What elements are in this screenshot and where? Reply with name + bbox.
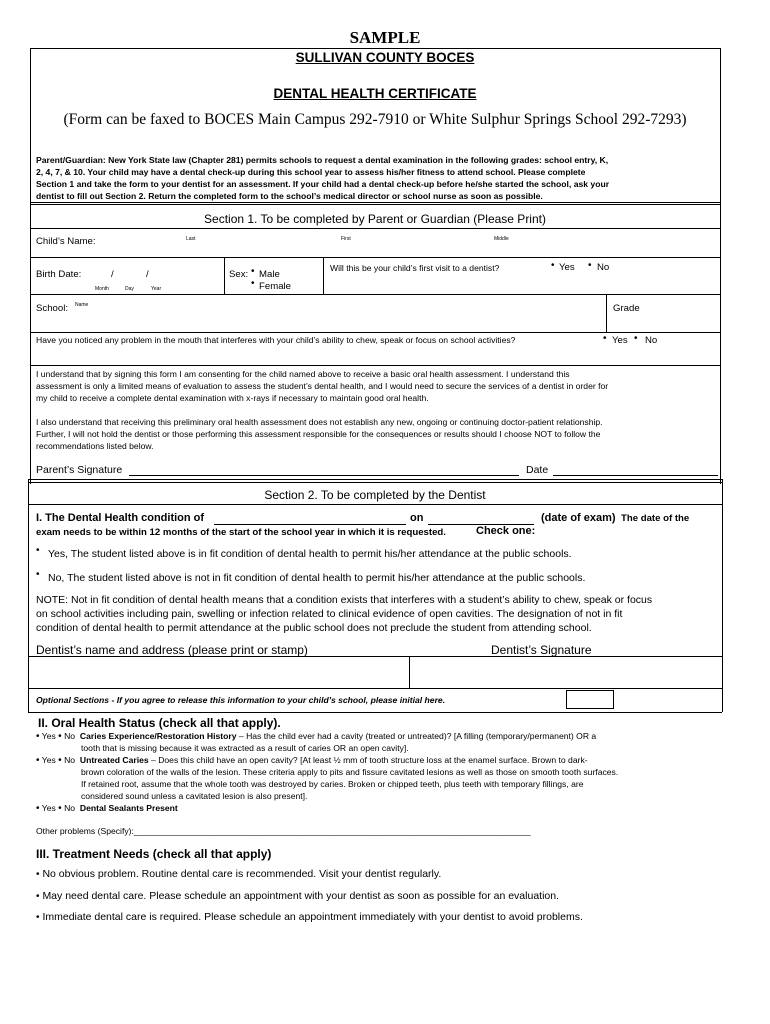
optional-release-text: Optional Sections - If you agree to release this information to your child’s school, please initial here. bbox=[36, 695, 446, 705]
bullet-dot-icon[interactable]: • bbox=[36, 869, 40, 880]
bullet-dot-icon[interactable]: • bbox=[36, 912, 40, 923]
understand-line-2: Further, I will not hold the dentist or those performing this assessment responsible for the consequences or results should I choose NOT to follow the bbox=[36, 429, 601, 439]
fit-no-radio[interactable] bbox=[36, 569, 40, 580]
problem-yes-label: Yes bbox=[612, 335, 628, 346]
intro-line-4: dentist to fill out Section 2. Return the completed form to the school’s medical director or school nurse as soon as possible. bbox=[36, 191, 543, 201]
untreated-caries-cont-3: considered sound unless a cavitated lesion is also present]. bbox=[81, 791, 308, 801]
first-visit-question: Will this be your child’s first visit to a dentist? bbox=[330, 263, 500, 273]
treatment-item-3-text: Immediate dental care is required. Please schedule an appointment immediately with your dentist to avoid problems. bbox=[42, 911, 583, 923]
caries-history-title: Caries Experience/Restoration History bbox=[79, 731, 237, 741]
month-hint: Month bbox=[95, 286, 109, 292]
bullet-dot-icon[interactable]: • bbox=[58, 755, 62, 766]
condition-label: I. The Dental Health condition of bbox=[36, 512, 205, 524]
sex-label: Sex: bbox=[229, 269, 249, 280]
date-line[interactable] bbox=[553, 475, 718, 476]
middle-name-hint: Middle bbox=[494, 236, 509, 242]
intro-line-3: Section 1 and take the form to your dentist for an assessment. If your child had a dental check-up before he/she started the school, ask your bbox=[36, 179, 610, 189]
untreated-caries-cont-2: If retained root, assume that the whole tooth was destroyed by caries. Broken or chipped teeth, plus teeth with temporary fillings, are bbox=[81, 779, 584, 789]
understand-line-3: recommendations listed below. bbox=[36, 441, 154, 451]
bullet-dot-icon: • bbox=[251, 278, 255, 289]
untreated-caries-row bbox=[36, 755, 588, 766]
caries-history-text: – Has the child ever had a cavity (treated or untreated)? [A filling (temporary/permanent) OR a bbox=[236, 731, 597, 741]
condition-line-2: exam needs to be within 12 months of the start of the school year in which it is requested. bbox=[36, 527, 446, 538]
date-of-exam-label: (date of exam) bbox=[541, 512, 616, 524]
yes-label: Yes bbox=[41, 731, 56, 741]
date-label: Date bbox=[526, 464, 549, 476]
bullet-dot-icon: • bbox=[634, 333, 638, 344]
condition-note: The date of the bbox=[621, 513, 690, 524]
dentist-name-label: Dentist’s name and address (please print or stamp) bbox=[36, 643, 308, 657]
date-separator-2: / bbox=[146, 269, 149, 280]
school-name-hint: Name bbox=[75, 302, 89, 308]
sealants-title: Dental Sealants Present bbox=[79, 803, 178, 813]
understand-line-1: I also understand that receiving this preliminary oral health assessment does not establish any new, ongoing or continuing doctor-patient relationship. bbox=[36, 417, 603, 427]
treatment-item-3 bbox=[36, 911, 583, 923]
treatment-item-2 bbox=[36, 890, 559, 902]
bullet-dot-icon[interactable]: • bbox=[36, 891, 40, 902]
form-title: DENTAL HEALTH CERTIFICATE bbox=[273, 86, 477, 101]
section2-heading: Section 2. To be completed by the Dentist bbox=[264, 488, 486, 502]
untreated-caries-title: Untreated Caries bbox=[79, 755, 149, 765]
no-label: No bbox=[64, 803, 76, 813]
last-name-hint: Last bbox=[186, 236, 196, 242]
problem-no-radio[interactable] bbox=[634, 333, 638, 344]
treatment-item-1 bbox=[36, 868, 441, 880]
note-line-2: on school activities including pain, swelling or infection related to clinical evidence of open cavities. The designation of not in fit bbox=[36, 608, 623, 620]
intro-line-2: 2, 4, 7, & 10. Your child may have a dental check-up during this school year to assess his/her fitness to attend school. Please complete bbox=[36, 167, 586, 177]
intro-line-1: Parent/Guardian: New York State law (Chapter 281) permits schools to request a dental examination in the following grades: school entry, K, bbox=[36, 155, 609, 165]
bullet-dot-icon: • bbox=[603, 333, 607, 344]
consent-line-1: I understand that by signing this form I am consenting for the child named above to receive a basic oral health assessment. I understand this bbox=[36, 369, 570, 379]
untreated-caries-cont-1: brown coloration of the walls of the lesion. These criteria apply to pits and fissure cavitated lesions as well as those on smooth tooth surfaces. bbox=[81, 767, 619, 777]
section1-heading: Section 1. To be completed by Parent or Guardian (Please Print) bbox=[204, 212, 546, 226]
year-hint: Year bbox=[151, 286, 162, 292]
date-separator-1: / bbox=[111, 269, 114, 280]
treatment-item-2-text: May need dental care. Please schedule an appointment with your dentist as soon as possible for an evaluation. bbox=[42, 890, 560, 902]
first-visit-yes-label: Yes bbox=[559, 262, 575, 273]
no-label: No bbox=[64, 755, 76, 765]
consent-line-2: assessment is only a limited means of evaluation to assess the student’s dental health, and I would need to secure the services of a dentist in order for bbox=[36, 381, 609, 391]
note-line-3: condition of dental health to permit attendance at the public school does not preclude the student from attending school. bbox=[36, 622, 592, 634]
fit-yes-radio[interactable] bbox=[36, 545, 40, 556]
problem-yes-radio[interactable] bbox=[603, 333, 607, 344]
bullet-dot-icon: • bbox=[36, 545, 40, 556]
female-radio[interactable] bbox=[251, 278, 255, 289]
org-name: SULLIVAN COUNTY BOCES bbox=[295, 50, 475, 65]
first-name-hint: First bbox=[341, 236, 351, 242]
bullet-dot-icon[interactable]: • bbox=[58, 731, 62, 742]
problem-no-label: No bbox=[645, 335, 658, 346]
other-problems-field[interactable]: Other problems (Specify):___________________________________________________________________________________ bbox=[36, 826, 531, 836]
fit-no-text: No, The student listed above is not in fit condition of dental health to permit his/her attendance at the public schools. bbox=[48, 572, 586, 584]
parent-signature-label: Parent’s Signature bbox=[36, 464, 123, 476]
first-visit-yes-radio[interactable] bbox=[551, 260, 555, 271]
bullet-dot-icon[interactable]: • bbox=[58, 803, 62, 814]
birth-date-label: Birth Date: bbox=[36, 269, 82, 280]
fit-yes-text: Yes, The student listed above is in fit condition of dental health to permit his/her attendance at the public schools. bbox=[48, 548, 572, 560]
mouth-problem-question: Have you noticed any problem in the mouth that interferes with your child’s ability to chew, speak or focus on school activities? bbox=[36, 335, 516, 345]
consent-line-3: my child to receive a complete dental examination with x-rays if necessary to maintain good oral health. bbox=[36, 393, 429, 403]
caries-history-row bbox=[36, 731, 596, 742]
oral-health-heading: II. Oral Health Status (check all that apply). bbox=[38, 716, 281, 730]
treatment-heading: III. Treatment Needs (check all that apply) bbox=[36, 847, 272, 861]
bullet-dot-icon[interactable]: • bbox=[36, 755, 40, 766]
caries-history-cont: tooth that is missing because it was extracted as a result of caries OR an open cavity]. bbox=[81, 743, 409, 753]
fax-instructions: (Form can be faxed to BOCES Main Campus 292-7910 or White Sulphur Springs School 292-7293) bbox=[63, 111, 687, 128]
dentist-signature-label: Dentist’s Signature bbox=[491, 643, 592, 657]
student-name-line[interactable] bbox=[214, 524, 406, 525]
first-visit-no-radio[interactable] bbox=[588, 260, 592, 271]
male-label: Male bbox=[259, 269, 280, 280]
treatment-item-1-text: No obvious problem. Routine dental care is recommended. Visit your dentist regularly. bbox=[42, 868, 442, 880]
condition-on: on bbox=[410, 512, 424, 524]
bullet-dot-icon[interactable]: • bbox=[36, 731, 40, 742]
parent-signature-line[interactable] bbox=[129, 475, 519, 476]
sealants-row bbox=[36, 803, 178, 814]
school-label: School: bbox=[36, 303, 68, 314]
no-label: No bbox=[64, 731, 76, 741]
grade-label: Grade bbox=[613, 303, 640, 314]
bullet-dot-icon: • bbox=[251, 266, 255, 277]
childs-name-label: Child’s Name: bbox=[36, 236, 96, 247]
first-visit-no-label: No bbox=[597, 262, 610, 273]
male-radio[interactable] bbox=[251, 266, 255, 277]
untreated-caries-text: – Does this child have an open cavity? [At least ½ mm of tooth structure loss at the enamel surface. Brown to dark- bbox=[148, 755, 588, 765]
yes-label: Yes bbox=[41, 755, 56, 765]
female-label: Female bbox=[259, 281, 291, 292]
yes-label: Yes bbox=[41, 803, 56, 813]
bullet-dot-icon: • bbox=[36, 569, 40, 580]
note-line-1: NOTE: Not in fit condition of dental health means that a condition exists that interferes with a student’s ability to chew, speak or focus bbox=[36, 594, 653, 606]
initial-here-box[interactable] bbox=[566, 690, 614, 709]
day-hint: Day bbox=[125, 286, 134, 292]
check-one-label: Check one: bbox=[476, 525, 536, 537]
bullet-dot-icon: • bbox=[588, 260, 592, 271]
sample-watermark-title: SAMPLE bbox=[349, 28, 421, 47]
bullet-dot-icon: • bbox=[551, 260, 555, 271]
bullet-dot-icon[interactable]: • bbox=[36, 803, 40, 814]
